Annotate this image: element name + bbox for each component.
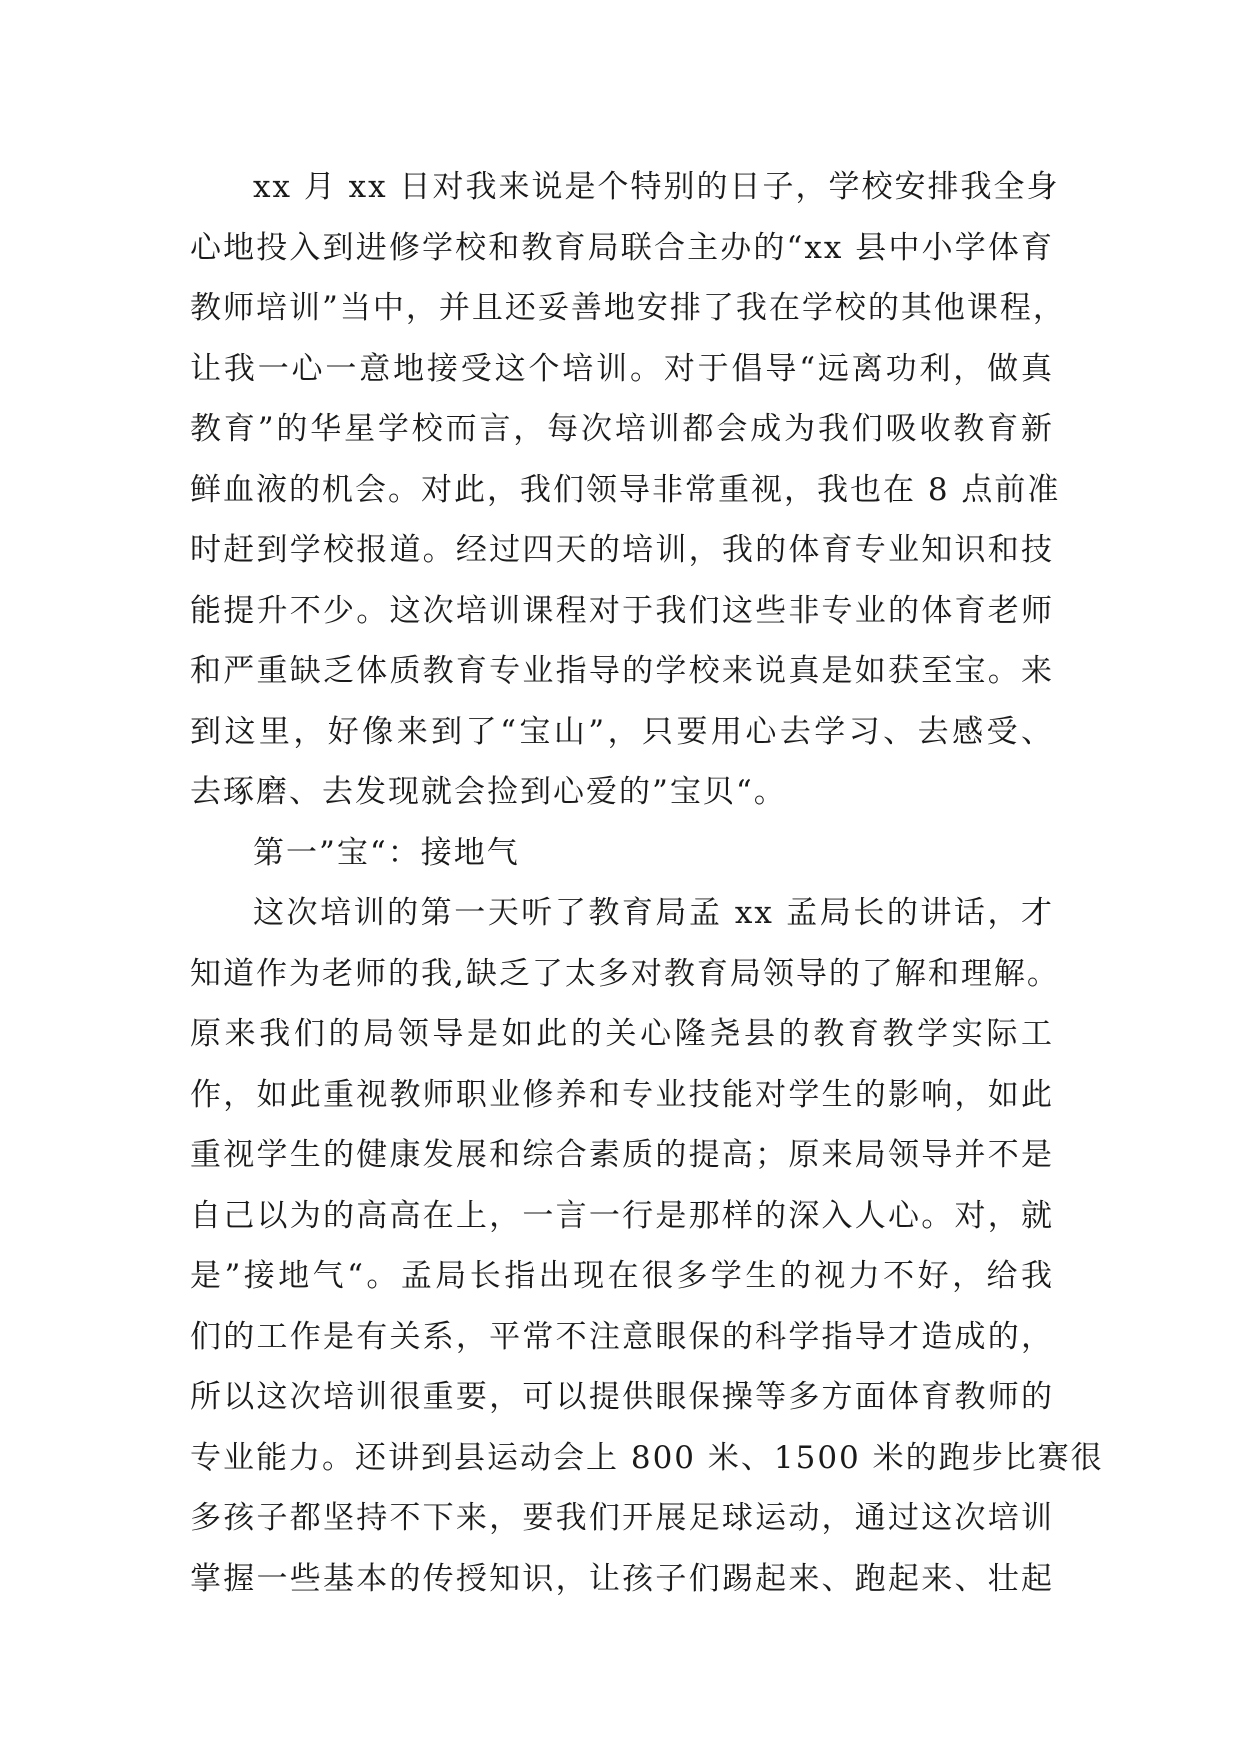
text-line: 和严重缺乏体质教育专业指导的学校来说真是如获至宝。来 — [190, 653, 1054, 689]
paragraph — [190, 883, 1104, 1609]
text-line: 多孩子都坚持不下来，要我们开展足球运动，通过这次培训 — [190, 1500, 1054, 1536]
text-line: 自己以为的高高在上，一言一行是那样的深入人心。对，就 — [190, 1197, 1054, 1234]
text-line: 能提升不少。这次培训课程对于我们这些非专业的体育老师 — [190, 592, 1054, 629]
text-line: 作，如此重视教师职业修养和专业技能对学生的影响，如此 — [190, 1076, 1054, 1113]
text-line: 专业能力。还讲到县运动会上 800 米、1500 米的跑步比赛很 — [190, 1439, 1104, 1476]
text-line: 鲜血液的机会。对此，我们领导非常重视，我也在 8 点前准 — [190, 471, 1061, 508]
text-line: 到这里，好像来到了“宝山”，只要用心去学习、去感受、 — [190, 713, 1054, 750]
text-line: 所以这次培训很重要，可以提供眼保操等多方面体育教师的 — [190, 1379, 1054, 1415]
section-heading — [190, 823, 1054, 884]
text-line: 第一”宝“：接地气 — [253, 834, 520, 871]
text-line: 这次培训的第一天听了教育局孟 xx 孟局长的讲话，才 — [253, 895, 1054, 931]
text-line: 教师培训”当中，并且还妥善地安排了我在学校的其他课程， — [190, 290, 1066, 326]
text-line: 原来我们的局领导是如此的关心隆尧县的教育教学实际工 — [190, 1016, 1054, 1052]
text-line: 去琢磨、去发现就会捡到心爱的”宝贝“。 — [190, 774, 787, 810]
text-line: 心地投入到进修学校和教育局联合主办的“xx 县中小学体育 — [190, 229, 1054, 266]
text-line: 重视学生的健康发展和综合素质的提高；原来局领导并不是 — [190, 1137, 1054, 1173]
text-line: 让我一心一意地接受这个培训。对于倡导“远离功利，做真 — [190, 350, 1054, 387]
text-line: 知道作为老师的我,缺乏了太多对教育局领导的了解和理解。 — [190, 955, 1060, 992]
text-line: 时赶到学校报道。经过四天的培训，我的体育专业知识和技 — [190, 532, 1054, 568]
text-line: xx 月 xx 日对我来说是个特别的日子，学校安排我全身 — [253, 169, 1060, 205]
text-line: 教育”的华星学校而言，每次培训都会成为我们吸收教育新 — [190, 411, 1054, 447]
text-line: 们的工作是有关系，平常不注意眼保的科学指导才造成的， — [190, 1318, 1054, 1355]
paragraph — [190, 157, 1066, 823]
document-body — [190, 157, 1104, 1609]
text-line: 是”接地气“。孟局长指出现在很多学生的视力不好，给我 — [190, 1258, 1054, 1294]
text-line: 掌握一些基本的传授知识，让孩子们踢起来、跑起来、壮起 — [190, 1560, 1054, 1597]
